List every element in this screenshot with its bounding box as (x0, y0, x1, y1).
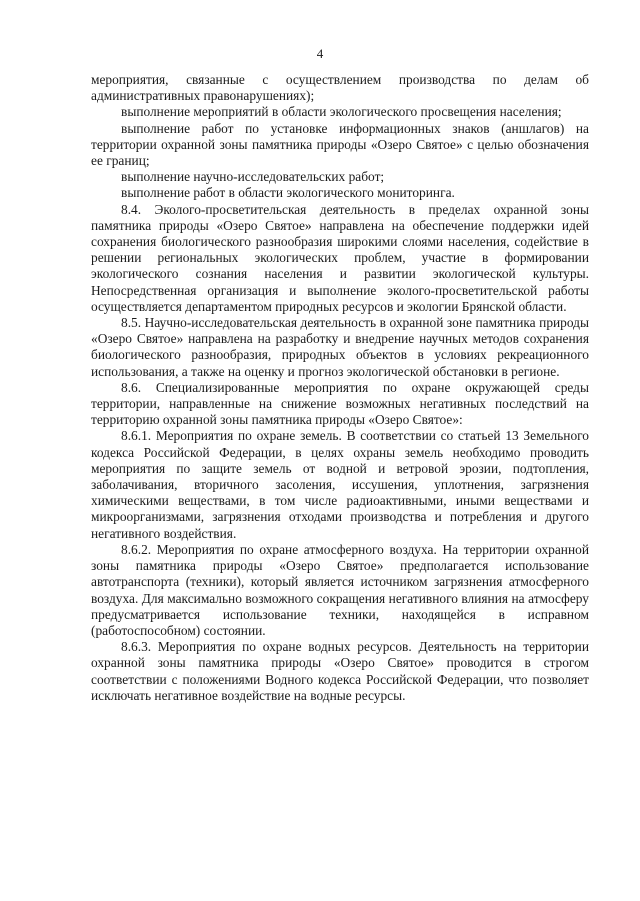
paragraph-item-monitoring: выполнение работ в области экологического мониторинга. (121, 185, 455, 201)
paragraph-8-6-1: 8.6.1. Мероприятия по охране земель. В соответствии со статьей 13 Земельного кодекса Российской Федерации, в целях охраны земель необходимо проводить мероприятия по защите земель от водной и ветровой эрозии, подтопления, заболачивания, вторичного засоления, иссушения, уплотнения, загрязнения химическими веществами, в том числе радиоактивными, иными веществами и микроорганизмами, загрязнения отходами производства и потребления и другого негативного воздействия. (91, 428, 589, 541)
paragraph-continuation: мероприятия, связанные с осуществлением производства по делам об административных правонарушениях); (91, 72, 589, 104)
paragraph-item-signs: выполнение работ по установке информационных знаков (аншлагов) на территории охранной зоны памятника природы «Озеро Святое» с целью обозначения ее границ; (91, 120, 589, 169)
paragraph-8-6-2: 8.6.2. Мероприятия по охране атмосферного воздуха. На территории охранной зоны памятника природы «Озеро Святое» предполагается использование автотранспорта (техники), который является источником загрязнения атмосферного воздуха. Для максимально возможного сокращения негативного влияния на атмосферу предусматривается использование техники, находящейся в исправном (работоспособном) состоянии. (91, 541, 589, 638)
page-number: 4 (316, 46, 324, 61)
paragraph-8-5: 8.5. Научно-исследовательская деятельность в охранной зоне памятника природы «Озеро Святое» направлена на разработку и внедрение научных методов сохранения биологического разнообразия, природных объектов в условиях рекреационного использования, а также на оценку и прогноз экологической обстановки в регионе. (91, 315, 589, 379)
document-body (91, 72, 589, 704)
paragraph-8-4: 8.4. Эколого-просветительская деятельность в пределах охранной зоны памятника природы «Озеро Святое» направлена на обеспечение поддержки идей сохранения биологического разнообразия широкими слоями населения, содействие в решении региональных экологических проблем, участие в формировании экологического сознания населения и развитии экологической культуры. Непосредственная организация и выполнение эколого-просветительской работы осуществляется департаментом природных ресурсов и экологии Брянской области. (91, 201, 589, 314)
paragraph-item-education: выполнение мероприятий в области экологического просвещения населения; (121, 104, 562, 120)
paragraph-item-research: выполнение научно-исследовательских работ; (121, 169, 385, 185)
paragraph-8-6: 8.6. Специализированные мероприятия по охране окружающей среды территории, направленные на снижение возможных негативных последствий на территорию охранной зоны памятника природы «Озеро Святое»: (91, 379, 589, 428)
paragraph-8-6-3: 8.6.3. Мероприятия по охране водных ресурсов. Деятельность на территории охранной зоны памятника природы «Озеро Святое» проводится в строгом соответствии с положениями Водного кодекса Российской Федерации, что позволяет исключать негативное воздействие на водные ресурсы. (91, 639, 589, 703)
